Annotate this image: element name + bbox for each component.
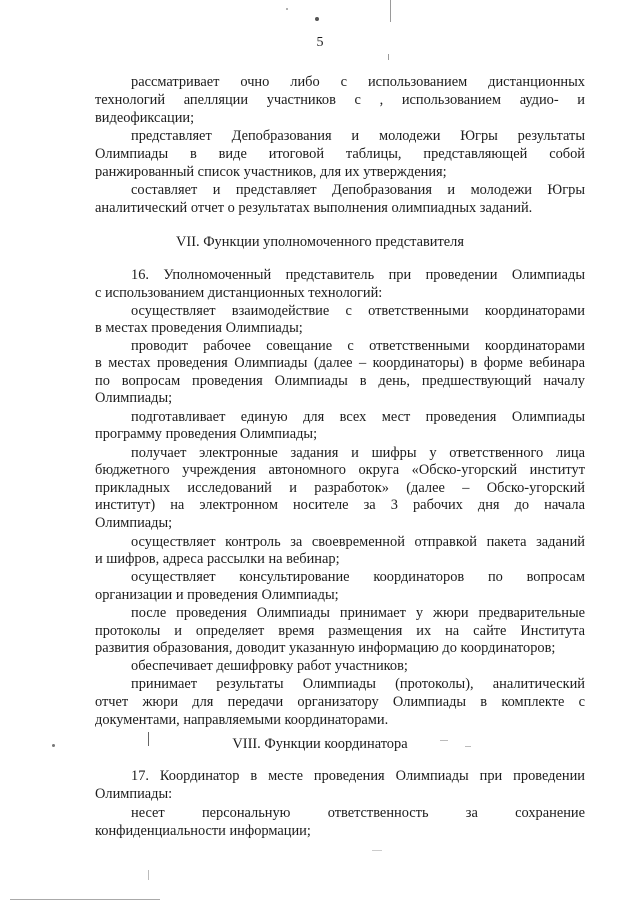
text-line: Олимпиады: <box>95 786 173 802</box>
text-line: осуществляет взаимодействие с ответственными координаторами <box>131 303 585 319</box>
section-heading: VII. Функции уполномоченного представителя <box>176 234 464 250</box>
text-line: Олимпиады в виде итоговой таблицы, представляющей собой <box>95 146 585 162</box>
text-line: Олимпиады; <box>95 390 173 406</box>
text-line: осуществляет консультирование координаторов по вопросам <box>131 569 585 585</box>
text-line: институт) на электронном носителе за 3 рабочих дня до начала <box>95 497 585 513</box>
text-line: рассматривает очно либо с использованием дистанционных <box>131 74 585 90</box>
text-line: ранжированный список участников, для их утверждения; <box>95 164 447 180</box>
scan-artifact <box>372 850 382 851</box>
scan-artifact <box>390 0 391 22</box>
scan-artifact <box>148 732 149 746</box>
text-line: 16. Уполномоченный представитель при проведении Олимпиады <box>131 267 585 283</box>
text-line: с использованием дистанционных технологий: <box>95 285 383 301</box>
text-line: Олимпиады; <box>95 515 173 531</box>
text-line: в местах проведения Олимпиады; <box>95 320 303 336</box>
scan-artifact <box>286 8 288 10</box>
text-line: бюджетного учреждения автономного округа «Обско-угорский институт <box>95 462 585 478</box>
text-line: принимает результаты Олимпиады (протоколы), аналитический <box>131 676 585 692</box>
text-line: после проведения Олимпиады принимает у жюри предварительные <box>131 605 585 621</box>
text-line: по вопросам проведения Олимпиады в день, предшествующий началу <box>95 373 585 389</box>
text-line: несет персональную ответственность за сохранение <box>131 805 585 821</box>
scan-artifact <box>10 899 160 900</box>
text-line: аналитический отчет о результатах выполнения олимпиадных заданий. <box>95 200 533 216</box>
page-number: 5 <box>316 35 324 50</box>
scan-artifact <box>440 740 448 741</box>
scan-artifact <box>315 17 319 21</box>
scan-artifact <box>388 54 389 60</box>
text-line: получает электронные задания и шифры у ответственного лица <box>131 445 585 461</box>
section-heading: VIII. Функции координатора <box>232 736 408 752</box>
text-line: представляет Депобразования и молодежи Югры результаты <box>131 128 585 144</box>
text-line: проводит рабочее совещание с ответственными координаторами <box>131 338 585 354</box>
text-line: протоколы и определяет время размещения их на сайте Института <box>95 623 585 639</box>
text-line: осуществляет контроль за своевременной отправкой пакета заданий <box>131 534 585 550</box>
text-line: технологий апелляции участников с , использованием аудио- и <box>95 92 585 108</box>
text-line: составляет и представляет Депобразования и молодежи Югры <box>131 182 585 198</box>
text-line: и шифров, адреса рассылки на вебинар; <box>95 551 340 567</box>
text-line: 17. Координатор в месте проведения Олимпиады при проведении <box>131 768 585 784</box>
text-line: организации и проведения Олимпиады; <box>95 587 339 603</box>
scan-artifact <box>52 744 55 747</box>
text-line: конфиденциальности информации; <box>95 823 311 839</box>
text-line: отчет жюри для передачи организатору Олимпиады в комплекте с <box>95 694 585 710</box>
text-line: обеспечивает дешифровку работ участников; <box>131 658 408 674</box>
scan-artifact <box>148 870 149 880</box>
text-line: прикладных исследований и разработок» (далее – Обско-угорский <box>95 480 585 496</box>
text-line: развития образования, доводит указанную информацию до координаторов; <box>95 640 556 656</box>
text-line: видеофиксации; <box>95 110 195 126</box>
text-line: программу проведения Олимпиады; <box>95 426 318 442</box>
text-line: подготавливает единую для всех мест проведения Олимпиады <box>131 409 585 425</box>
text-line: документами, направляемыми координаторами. <box>95 712 389 728</box>
scan-artifact <box>465 746 471 747</box>
text-line: в местах проведения Олимпиады (далее – координаторы) в форме вебинара <box>95 355 585 371</box>
